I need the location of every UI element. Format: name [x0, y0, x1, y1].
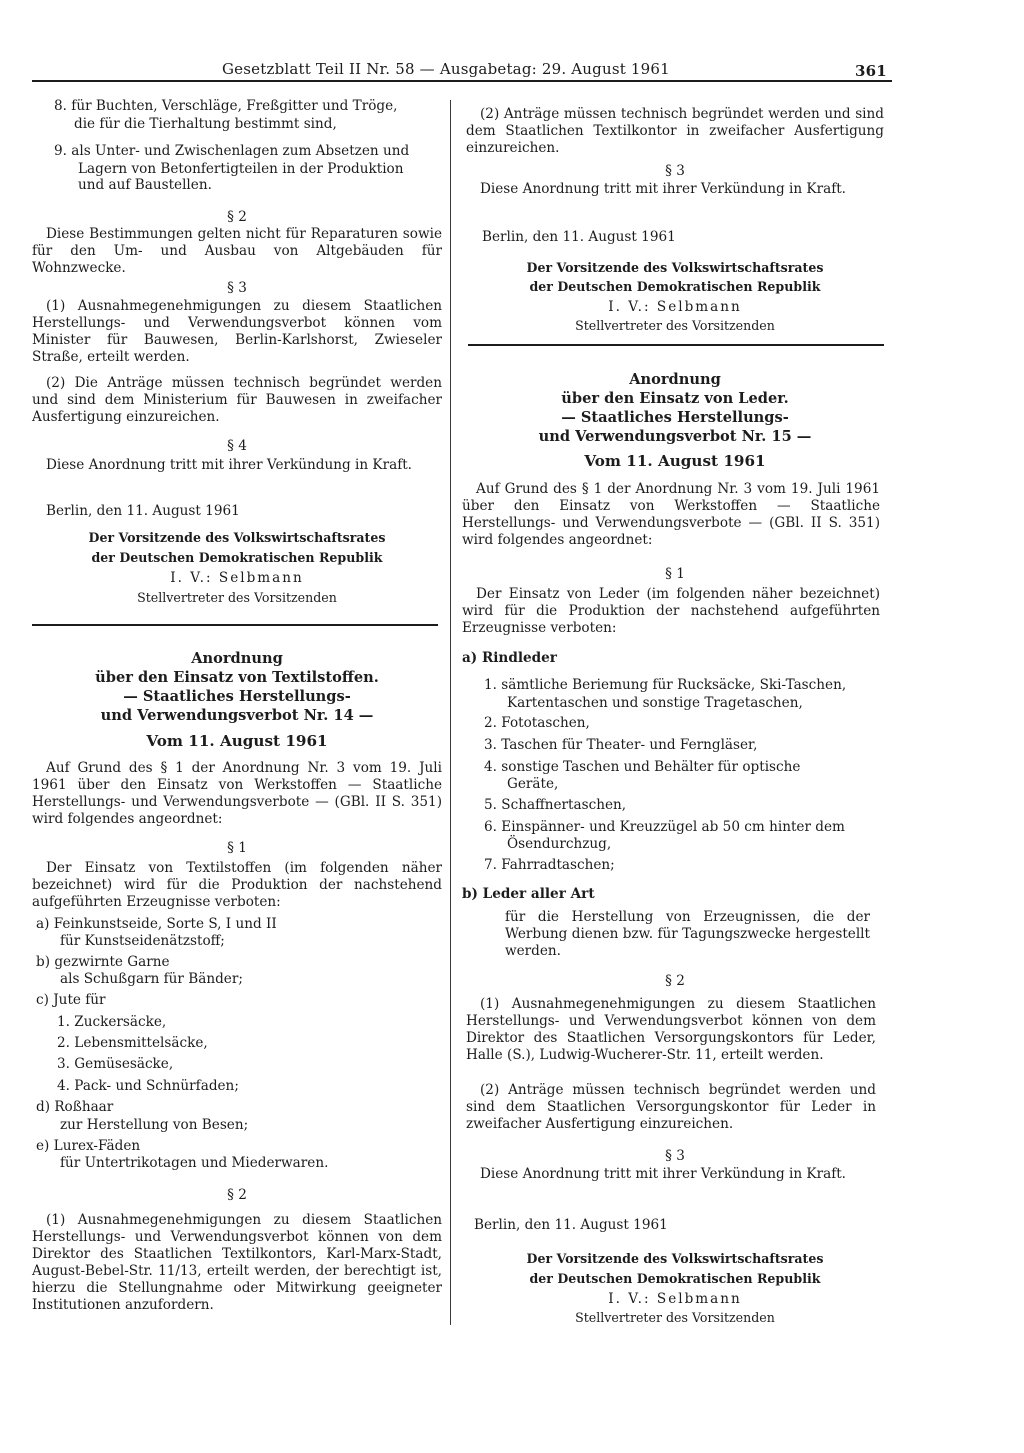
date-line: Berlin, den 11. August 1961 — [46, 503, 240, 519]
order-15-signature-1: Der Vorsitzende des Volkswirtschaftsrates — [526, 1251, 824, 1266]
section-rule — [468, 344, 884, 346]
list-item-1-line-1: 1. sämtliche Beriemung für Rucksäcke, Ski-Taschen, — [484, 677, 847, 693]
list-item-3: 3. Taschen für Theater- und Ferngläser, — [484, 737, 758, 753]
order-14-title-4: und Verwendungsverbot Nr. 14 — — [100, 707, 374, 724]
order-15-section-3-text: Diese Anordnung tritt mit ihrer Verkündung in Kraft. — [480, 1166, 847, 1182]
list-b-text: für die Herstellung von Erzeugnissen, die der Werbung dienen bzw. für Tagungszwecke hergestellt werden. — [505, 909, 870, 959]
list-item-a-1: a) Feinkunstseide, Sorte S, I und II — [36, 916, 277, 932]
section-rule — [32, 624, 438, 626]
list-item-c-3: 3. Gemüsesäcke, — [57, 1056, 174, 1072]
section-3-paragraph-1: (1) Ausnahmegenehmigungen zu diesem Staatlichen Herstellungs- und Verwendungsverbot können vom Minister für Bauwesen, Berlin-Karlshorst, Zwieseler Straße, erteilt werden. — [32, 298, 442, 365]
list-item-c-1: 1. Zuckersäcke, — [57, 1014, 167, 1030]
order-14-section-3-text: Diese Anordnung tritt mit ihrer Verkündung in Kraft. — [480, 181, 847, 197]
running-title: Gesetzblatt Teil II Nr. 58 — Ausgabetag: 29. August 1961 — [222, 60, 670, 78]
section-heading: § 3 — [665, 1148, 685, 1164]
section-3-paragraph-2: (2) Die Anträge müssen technisch begründet werden und sind dem Ministerium für Bauwesen in zweifacher Ausfertigung einzureichen. — [32, 375, 442, 425]
list-item-e-1: e) Lurex-Fäden — [36, 1138, 141, 1154]
item-8-line-2: die für die Tierhaltung bestimmt sind, — [74, 116, 337, 132]
list-item-6-line-1: 6. Einspänner- und Kreuzzügel ab 50 cm hinter dem — [484, 819, 845, 835]
section-heading: § 2 — [665, 973, 685, 989]
signature-line-1: Der Vorsitzende des Volkswirtschaftsrates — [88, 530, 386, 545]
section-heading: § 1 — [227, 840, 247, 856]
list-item-4-line-1: 4. sonstige Taschen und Behälter für optische — [484, 759, 801, 775]
list-item-c-4: 4. Pack- und Schnürfaden; — [57, 1078, 239, 1094]
list-item-d-1: d) Roßhaar — [36, 1099, 114, 1115]
column-divider — [450, 100, 451, 1325]
order-15-title-2: über den Einsatz von Leder. — [561, 390, 789, 407]
signature-line-3: I. V.: Selbmann — [170, 570, 304, 586]
item-9-line-2: Lagern von Betonfertigteilen in der Produktion — [78, 161, 404, 177]
order-15-date-line: Berlin, den 11. August 1961 — [474, 1217, 668, 1233]
order-14-section-2-paragraph-1: (1) Ausnahmegenehmigungen zu diesem Staatlichen Herstellungs- und Verwendungsverbot können von dem Direktor des Staatlichen Textilkontors, Karl-Marx-Stadt, August-Bebel-Str. 11/13, erteilt werden, der berechtigt ist, hierzu die Stellungnahme oder Mitwirkung geeigneter Institutionen anzufordern. — [32, 1212, 442, 1313]
order-15-title-4: und Verwendungsverbot Nr. 15 — — [538, 428, 812, 445]
section-heading: § 3 — [665, 163, 685, 179]
list-item-b-1: b) gezwirnte Garne — [36, 954, 170, 970]
list-item-c-2: 2. Lebensmittelsäcke, — [57, 1035, 208, 1051]
list-item-b-2: als Schußgarn für Bänder; — [60, 971, 243, 987]
item-8-line-1: 8. für Buchten, Verschläge, Freßgitter und Tröge, — [54, 98, 398, 114]
list-item-d-2: zur Herstellung von Besen; — [60, 1117, 249, 1133]
order-14-signature-4: Stellvertreter des Vorsitzenden — [575, 318, 775, 333]
order-15-date: Vom 11. August 1961 — [584, 452, 766, 470]
list-item-6-line-2: Ösendurchzug, — [507, 836, 612, 852]
order-14-title-2: über den Einsatz von Textilstoffen. — [95, 669, 379, 686]
order-14-section-2-paragraph-2: (2) Anträge müssen technisch begründet werden und sind dem Staatlichen Textilkontor in zweifacher Ausfertigung einzureichen. — [466, 106, 884, 156]
list-item-a-2: für Kunstseidenätzstoff; — [60, 933, 225, 949]
order-14-section-1-text: Der Einsatz von Textilstoffen (im folgenden näher bezeichnet) wird für die Produktion der nachstehend aufgeführten Erzeugnisse verboten: — [32, 860, 442, 910]
header-rule — [32, 80, 892, 82]
order-15-title-1: Anordnung — [629, 371, 721, 388]
order-15-signature-2: der Deutschen Demokratischen Republik — [529, 1271, 821, 1286]
order-15-section-1-text: Der Einsatz von Leder (im folgenden näher bezeichnet) wird für die Produktion der nachstehend aufgeführten Erzeugnisse verboten: — [462, 586, 880, 636]
list-item-1-line-2: Kartentaschen und sonstige Tragetaschen, — [507, 695, 803, 711]
order-14-signature-2: der Deutschen Demokratischen Republik — [529, 279, 821, 294]
list-item-2: 2. Fototaschen, — [484, 715, 590, 731]
list-item-7: 7. Fahrradtaschen; — [484, 857, 615, 873]
item-9-line-3: und auf Baustellen. — [78, 177, 212, 193]
signature-line-2: der Deutschen Demokratischen Republik — [91, 550, 383, 565]
order-14-date: Vom 11. August 1961 — [146, 732, 328, 750]
order-14-signature-1: Der Vorsitzende des Volkswirtschaftsrates — [526, 260, 824, 275]
order-14-date-line: Berlin, den 11. August 1961 — [482, 229, 676, 245]
signature-line-4: Stellvertreter des Vorsitzenden — [137, 590, 337, 605]
section-heading: § 4 — [227, 438, 247, 454]
section-heading: § 2 — [227, 1187, 247, 1203]
order-15-signature-3: I. V.: Selbmann — [608, 1291, 742, 1307]
list-item-5: 5. Schaffnertaschen, — [484, 797, 627, 813]
order-14-preamble: Auf Grund des § 1 der Anordnung Nr. 3 vom 19. Juli 1961 über den Einsatz von Werkstoffen — Staatliche Herstellungs- und Verwendungsverbote — (GBl. II S. 351) wird folgendes angeordnet: — [32, 760, 442, 827]
order-15-section-2-paragraph-1: (1) Ausnahmegenehmigungen zu diesem Staatlichen Herstellungs- und Verwendungsverbot können von dem Direktor des Staatlichen Versorgungskontors für Leder, Halle (S.), Ludwig-Wucherer-Str. 11, erteilt werden. — [466, 996, 876, 1063]
order-15-title-3: — Staatliches Herstellungs- — [561, 409, 789, 426]
item-9-line-1: 9. als Unter- und Zwischenlagen zum Absetzen und — [54, 143, 410, 159]
order-15-preamble: Auf Grund des § 1 der Anordnung Nr. 3 vom 19. Juli 1961 über den Einsatz von Werkstoffen — Staatliche Herstellungs- und Verwendungsverbote — (GBl. II S. 351) wird folgendes angeordnet: — [462, 481, 880, 548]
section-4-text: Diese Anordnung tritt mit ihrer Verkündung in Kraft. — [46, 457, 413, 473]
list-item-c: c) Jute für — [36, 992, 106, 1008]
page-number: 361 — [855, 62, 887, 80]
section-heading: § 3 — [227, 280, 247, 296]
section-2-text: Diese Bestimmungen gelten nicht für Reparaturen sowie für den Um- und Ausbau von Altgebäuden für Wohnzwecke. — [32, 226, 442, 276]
section-heading: § 2 — [227, 209, 247, 225]
order-14-title-1: Anordnung — [191, 650, 283, 667]
list-item-e-2: für Untertrikotagen und Miederwaren. — [60, 1155, 329, 1171]
order-15-signature-4: Stellvertreter des Vorsitzenden — [575, 1310, 775, 1325]
list-heading-a: a) Rindleder — [462, 650, 557, 666]
order-15-section-2-paragraph-2: (2) Anträge müssen technisch begründet werden und sind dem Staatlichen Versorgungskontor für Leder in zweifacher Ausfertigung einzureichen. — [466, 1082, 876, 1132]
list-heading-b: b) Leder aller Art — [462, 886, 595, 902]
order-14-title-3: — Staatliches Herstellungs- — [123, 688, 351, 705]
order-14-signature-3: I. V.: Selbmann — [608, 299, 742, 315]
list-item-4-line-2: Geräte, — [507, 776, 559, 792]
section-heading: § 1 — [665, 566, 685, 582]
